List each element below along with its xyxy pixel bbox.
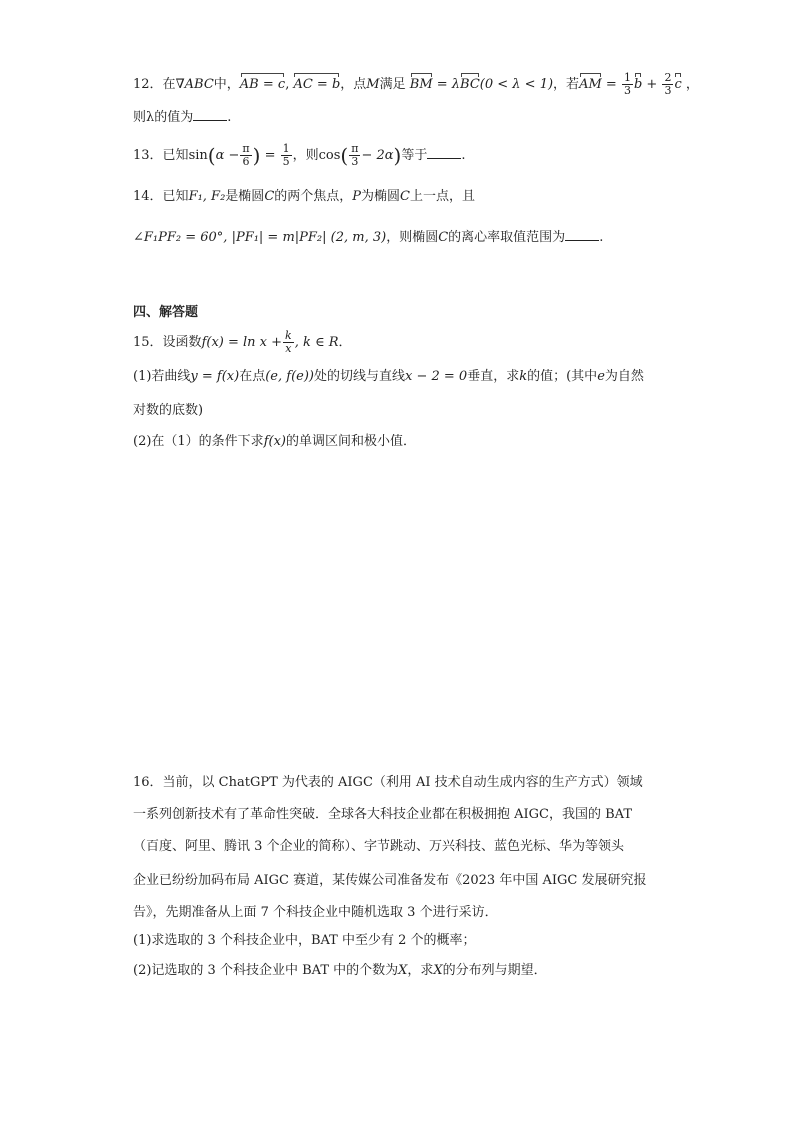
q12-condition-rhs: (0 < λ < 1): [479, 77, 554, 92]
q16-var-x: X: [398, 963, 408, 978]
q13-answer-blank[interactable]: [427, 146, 461, 159]
q13-pi-over-3: $\frac{\pi}{3}$: [351, 142, 359, 168]
q13-alpha-minus: α −: [215, 148, 240, 163]
q12-point: M: [366, 77, 380, 92]
q13-text-b: ，则: [292, 148, 319, 163]
q12-fraction-1: $\frac{1}{3}$: [623, 71, 631, 97]
q13-number: 13．: [133, 148, 163, 163]
q14-point-p: P: [352, 189, 362, 204]
section-heading: 四、解答题: [133, 305, 199, 320]
q13-one-fifth: $\frac{1}{5}$: [282, 142, 290, 168]
q12-text-a: 在: [162, 77, 176, 92]
q16-line5: 告》，先期准备从上面 7 个科技企业中随机选取 3 个进行采访．: [133, 905, 498, 920]
q12-given1: AB = c: [239, 77, 286, 92]
q12-triangle: ∇ABC: [175, 77, 214, 92]
q12-text-c: ，点: [340, 77, 367, 92]
q14-angle-condition: ∠F₁PF₂ = 60°, |PF₁| = m|PF₂| (2, m, 3): [133, 230, 387, 245]
q12-condition-lhs: BM: [409, 77, 433, 92]
q16-line2: 一系列创新技术有了革命性突破．全球各大科技企业都在积极拥抱 AIGC，我国的 BAT: [133, 807, 633, 822]
q12-line1: 12．在∇ABC中，AB = c, AC = b，点M满足 BM = λBC(0 < λ < 1)，若AM = $\frac{1}{3}$ b + $\frac{2}{3}$ c ，: [133, 71, 699, 97]
q13-line: 13．已知sin(α − $\frac{\pi}{6}$ ) = $\frac{1}{5}$ ，则cos( $\frac{\pi}{3}$ − 2α)等于 .: [133, 142, 466, 168]
q12-line2: 则λ的值为 .: [133, 110, 232, 125]
q14-answer-blank[interactable]: [565, 228, 599, 241]
q13-text-a: 已知: [162, 148, 189, 163]
q15-k-over-x: $\frac{k}{x}$: [285, 329, 292, 355]
q14-line1: 14．已知F₁, F₂是椭圆C的两个焦点，P为椭圆C上一点，且: [133, 189, 476, 204]
q12-number: 12．: [133, 77, 163, 92]
q12-text-b: 中，: [213, 77, 240, 92]
q12-text-e: ，若: [553, 77, 580, 92]
q14-foci: F₁, F₂: [188, 189, 226, 204]
q12-condition-mid: = λ: [436, 77, 461, 92]
q12-answer-blank[interactable]: [193, 108, 227, 121]
q12-am: AM: [579, 77, 602, 92]
q16-line4: 企业已纷纷加码布局 AIGC 赛道，某传媒公司准备发布《2023 年中国 AIGC 发展研究报: [133, 873, 647, 888]
q16-part1: (1)求选取的 3 个科技企业中，BAT 中至少有 2 个的概率；: [133, 933, 476, 948]
q16-part2: (2)记选取的 3 个科技企业中 BAT 中的个数为X，求X的分布列与期望．: [133, 963, 547, 978]
q14-line2: ∠F₁PF₂ = 60°, |PF₁| = m|PF₂| (2, m, 3)，则椭圆C的离心率取值范围为 .: [133, 230, 604, 245]
q15-number: 15．: [133, 335, 163, 350]
q15-part1-line2: 对数的底数): [133, 403, 204, 418]
q13-minus-2alpha: − 2α: [361, 148, 394, 163]
q12-condition-vec: BC: [460, 77, 480, 92]
q13-sin: sin: [188, 148, 208, 163]
q16-line1: 16．当前，以 ChatGPT 为代表的 AIGC（利用 AI 技术自动生成内容的生产方式）领域: [133, 775, 643, 790]
q15-function: f(x) = ln x +: [201, 335, 283, 350]
q12-line2-text: 则λ的值为: [133, 110, 194, 125]
q13-cos: cos: [318, 148, 341, 163]
q15-stem: 15．设函数f(x) = ln x + $\frac{k}{x}$ , k ∈ R．: [133, 329, 352, 355]
q14-number: 14．: [133, 189, 163, 204]
q15-part1: (1)若曲线y = f(x)在点(e, f(e))处的切线与直线x − 2 = 0垂直，求k的值；(其中e为自然: [133, 369, 644, 384]
q14-ellipse: C: [264, 189, 275, 204]
q13-pi-over-6: $\frac{\pi}{6}$: [242, 142, 250, 168]
q16-line3: （百度、阿里、腾讯 3 个企业的简称）、字节跳动、万兴科技、蓝色光标、华为等领头: [133, 839, 625, 854]
q12-fraction-2: $\frac{2}{3}$: [664, 71, 672, 97]
q15-domain: , k ∈ R: [294, 335, 339, 350]
q13-text-c: 等于: [401, 148, 428, 163]
q12-given2: AC = b: [293, 77, 341, 92]
q12-text-d: 满足: [379, 77, 406, 92]
q15-part2: (2)在（1）的条件下求f(x)的单调区间和极小值．: [133, 434, 416, 449]
